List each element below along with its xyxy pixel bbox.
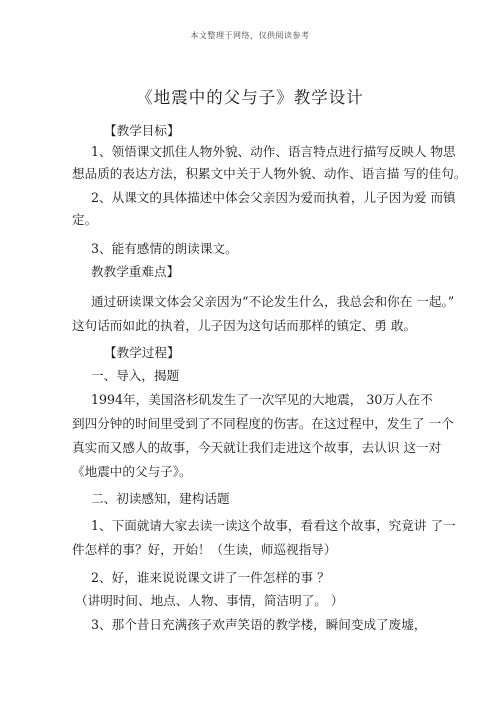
- paragraph-line: 2、从课文的具体描述中体会父亲因为爱而执着，儿子因为爱 而镇: [91, 190, 456, 205]
- section-heading-process: 【教学过程】: [104, 345, 180, 360]
- paragraph-line: 1、下面就请大家去读一读这个故事，看看这个故事，究竟讲 了一: [91, 518, 456, 533]
- paragraph-line: 1、领悟课文抓住人物外貌、动作、语言特点进行描写反映人 物思: [91, 144, 456, 159]
- paragraph-line: 真实而又感人的故事，今天就让我们走进这个故事，去认识 这一对: [72, 440, 442, 455]
- subsection-heading: 一、导入，揭题: [91, 368, 180, 383]
- paragraph-line: 通过研读课文体会父亲因为“不论发生什么，我总会和你在 一起。”: [91, 294, 455, 309]
- paragraph-line: 3、那个昔日充满孩子欢声笑语的教学楼，瞬间变成了废墟，: [91, 617, 427, 632]
- paragraph-line: 到四分钟的时间里受到了不同程度的伤害。在这过程中，发生了 一个: [72, 416, 454, 431]
- header-note: 本文整理于网络，仅供阅读参考: [190, 31, 310, 40]
- paragraph-line: 2、好，谁来说说课文讲了一件怎样的事 ？: [91, 570, 330, 585]
- paragraph-line: 件怎样的事？好，开始！（生读，师巡视指导）: [72, 542, 337, 557]
- paragraph-line: （讲明时间、地点、人物、事情，简洁明了。 ）: [75, 593, 344, 608]
- paragraph-line: 3、能有感情的朗读课文。: [91, 241, 238, 256]
- paragraph-line: 1994年，美国洛杉矶发生了一次罕见的大地震， 30万人在不: [91, 392, 433, 407]
- section-heading-key-points: 教教学重难点】: [91, 264, 180, 279]
- paragraph-line: 想品质的表达方法，积累文中关于人物外貌、动作、语言描 写的佳句。: [72, 166, 467, 181]
- subsection-heading: 二、初读感知，建构话题: [91, 491, 230, 506]
- paragraph-line: 这句话而如此的执着，儿子因为这句话而那样的镇定、勇 敢。: [72, 318, 417, 333]
- document-title: 《地震中的父与子》教学设计: [136, 88, 364, 107]
- section-heading-objectives: 【教学目标】: [104, 123, 180, 138]
- paragraph-line: 定。: [72, 212, 98, 227]
- paragraph-line: 《地震中的父与子》。: [72, 464, 192, 479]
